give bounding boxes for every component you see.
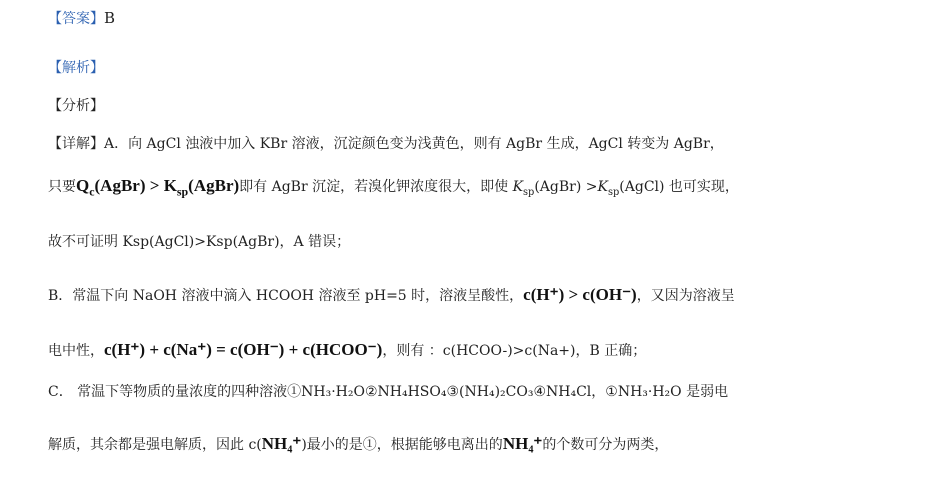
- option-b-text-1: B．常温下向 NaOH 溶液中滴入 HCOOH 溶液至 pH=5 时，溶液呈酸性，: [48, 288, 524, 304]
- answer-value: B: [104, 9, 116, 27]
- ammonium-ion-1: NH₄⁺: [261, 434, 302, 453]
- analysis-header: 【解析】: [48, 60, 104, 76]
- detail-text-1: A．向 AgCl 浊液中加入 KBr 溶液，沉淀颜色变为浅黄色，则有 AgBr 生成，AgCl 转变为 AgBr，: [104, 136, 724, 152]
- detail-line-3: 故不可证明 Ksp(AgCl)>Ksp(AgBr)，A 错误；: [48, 234, 351, 250]
- option-c-line-1: C． 常温下等物质的量浓度的四种溶液①NH₃·H₂O②NH₄HSO₄③(NH₄)₂CO₃④NH₄Cl，①NH₃·H₂O 是弱电: [48, 384, 729, 400]
- option-b-line-1: [48, 282, 735, 309]
- detail-text-2-pre: 只要: [48, 179, 76, 195]
- answer-line: [48, 8, 115, 29]
- option-c-line-2: [48, 430, 668, 459]
- option-b-line-2: [48, 336, 646, 365]
- detail-label: 【详解】: [48, 136, 104, 152]
- option-b-text-1-post: ，又因为溶液呈: [636, 288, 735, 304]
- answer-label: 【答案】: [48, 11, 104, 27]
- option-c-text-2-mid: )最小的是①，根据能够电离出的: [301, 437, 503, 453]
- qc-ksp-formula: $Q_c(AgBr)$ > $K_{sp}(AgBr)$: [76, 176, 240, 199]
- option-b-text-2-post: ，则有 ：c(HCOO-)>c(Na+)，B 正确；: [382, 343, 647, 359]
- ammonium-ion-2: NH₄⁺: [502, 434, 543, 453]
- option-b-text-2-pre: 电中性，: [48, 343, 104, 359]
- option-c-text-2-post: 的个数可分为两类，: [542, 437, 669, 453]
- charge-balance-formula: c(H⁺) + c(Na⁺) = c(OH⁻) + c(HCOO⁻): [104, 340, 383, 359]
- h-oh-formula: c(H⁺) > c(OH⁻): [523, 285, 637, 304]
- option-c-text-2-pre: 解质，其余都是强电解质，因此 c(: [48, 437, 262, 453]
- breakdown-header: 【分析】: [48, 98, 104, 114]
- detail-text-2-post: 即有 AgBr 沉淀，若溴化钾浓度很大，即使: [239, 179, 513, 195]
- detail-line-1: [48, 134, 724, 154]
- detail-line-2: 只要$Q_c(AgBr)$ > $K_{sp}(AgBr)$即有 AgBr 沉淀，若溴化钾浓度很大，即使 $K_{sp}(AgBr)$ $>K_{sp}(AgCl)$ 也可实现，: [48, 176, 739, 199]
